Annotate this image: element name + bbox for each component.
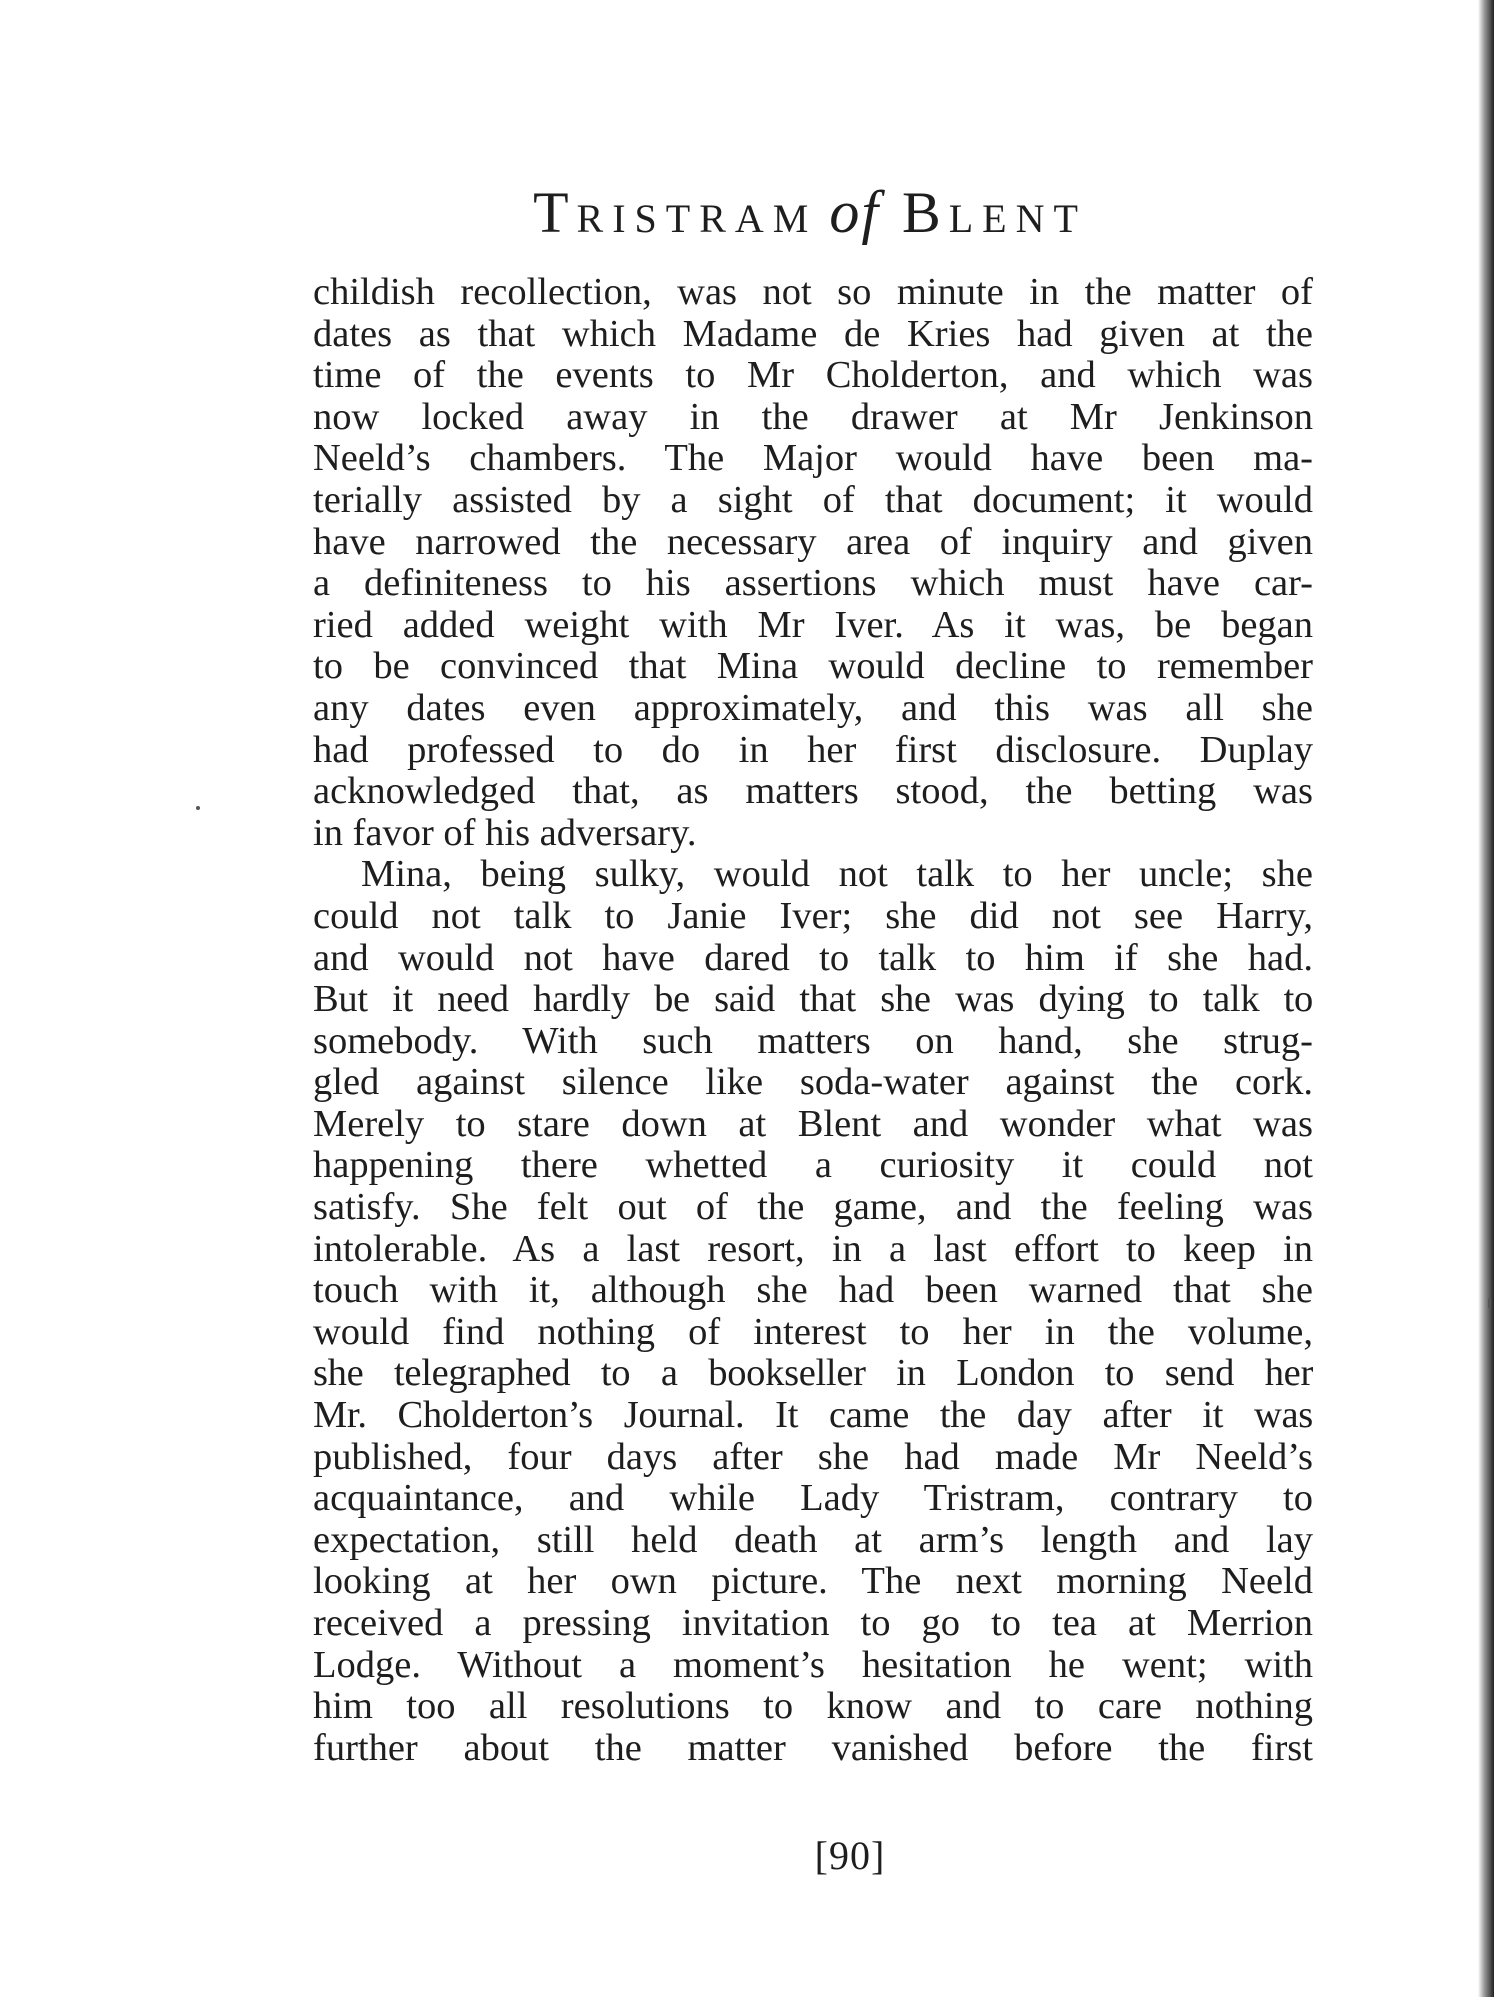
text-line: satisfy. She felt out of the game, and the feeling was — [313, 1186, 1313, 1229]
text-line: a definiteness to his assertions which must have car- — [313, 562, 1313, 605]
paragraph-1 — [313, 272, 1313, 854]
text-line: terially assisted by a sight of that document; it would — [313, 478, 1313, 521]
text-line: now locked away in the drawer at Mr Jenkinson — [313, 395, 1313, 438]
body-text — [313, 272, 1313, 1769]
text-line: Neeld’s chambers. The Major would have been ma- — [313, 437, 1313, 480]
text-line: in favor of his adversary. — [313, 811, 697, 854]
running-head-t: T — [533, 180, 577, 245]
text-line: could not talk to Janie Iver; she did not see Harry, — [313, 894, 1313, 937]
text-line: time of the events to Mr Cholderton, and which was — [313, 354, 1313, 397]
text-line: dates as that which Madame de Kries had given at the — [313, 312, 1313, 355]
text-line: Lodge. Without a moment’s hesitation he went; with — [313, 1643, 1313, 1686]
running-head-of: of — [829, 179, 881, 245]
text-line: Merely to stare down at Blent and wonder what was — [313, 1102, 1313, 1145]
text-line: happening there whetted a curiosity it could not — [313, 1144, 1313, 1187]
text-line: would find nothing of interest to her in the volume, — [313, 1310, 1313, 1353]
text-line: gled against silence like soda-water against the cork. — [313, 1061, 1313, 1104]
running-head-b: B — [902, 180, 949, 245]
text-line: expectation, still held death at arm’s length and lay — [313, 1518, 1313, 1561]
text-line: any dates even approximately, and this was all she — [313, 686, 1313, 729]
text-line: acquaintance, and while Lady Tristram, contrary to — [313, 1477, 1313, 1520]
speck-mark — [1488, 1298, 1491, 1308]
text-line: to be convinced that Mina would decline to remember — [313, 645, 1313, 688]
text-line: intolerable. As a last resort, in a last effort to keep in — [313, 1227, 1313, 1270]
text-line: somebody. With such matters on hand, she strug- — [313, 1019, 1313, 1062]
text-line: ried added weight with Mr Iver. As it was, be began — [313, 603, 1313, 646]
text-line: she telegraphed to a bookseller in London to send her — [313, 1352, 1313, 1395]
speck-mark — [196, 806, 200, 810]
text-line: published, four days after she had made Mr Neeld’s — [313, 1435, 1313, 1478]
text-line: received a pressing invitation to go to tea at Merrion — [313, 1602, 1313, 1644]
text-line: him too all resolutions to know and to care nothing — [313, 1685, 1313, 1728]
running-head-lent: LENT — [948, 196, 1087, 241]
text-line: Mina, being sulky, would not talk to her uncle; she — [361, 853, 1313, 896]
text-line: But it need hardly be said that she was dying to talk to — [313, 978, 1313, 1021]
text-line: looking at her own picture. The next morning Neeld — [313, 1560, 1313, 1603]
text-line: touch with it, although she had been warned that she — [313, 1269, 1313, 1312]
text-line: and would not have dared to talk to him if she had. — [313, 936, 1313, 979]
page-number: [90] — [814, 1833, 886, 1878]
text-line: childish recollection, was not so minute in the matter of — [313, 271, 1313, 313]
text-line: Mr. Cholderton’s Journal. It came the day after it was — [313, 1394, 1313, 1437]
text-line: had professed to do in her first disclosure. Duplay — [313, 728, 1313, 771]
text-line: further about the matter vanished before the first — [313, 1726, 1313, 1769]
page-edge-shadow — [1478, 0, 1494, 1997]
text-line: acknowledged that, as matters stood, the betting was — [313, 770, 1313, 813]
running-head — [310, 178, 1310, 247]
running-head-ristram: RISTRAM — [576, 196, 818, 241]
paragraph-2 — [313, 854, 1313, 1769]
text-line: have narrowed the necessary area of inquiry and given — [313, 520, 1313, 563]
